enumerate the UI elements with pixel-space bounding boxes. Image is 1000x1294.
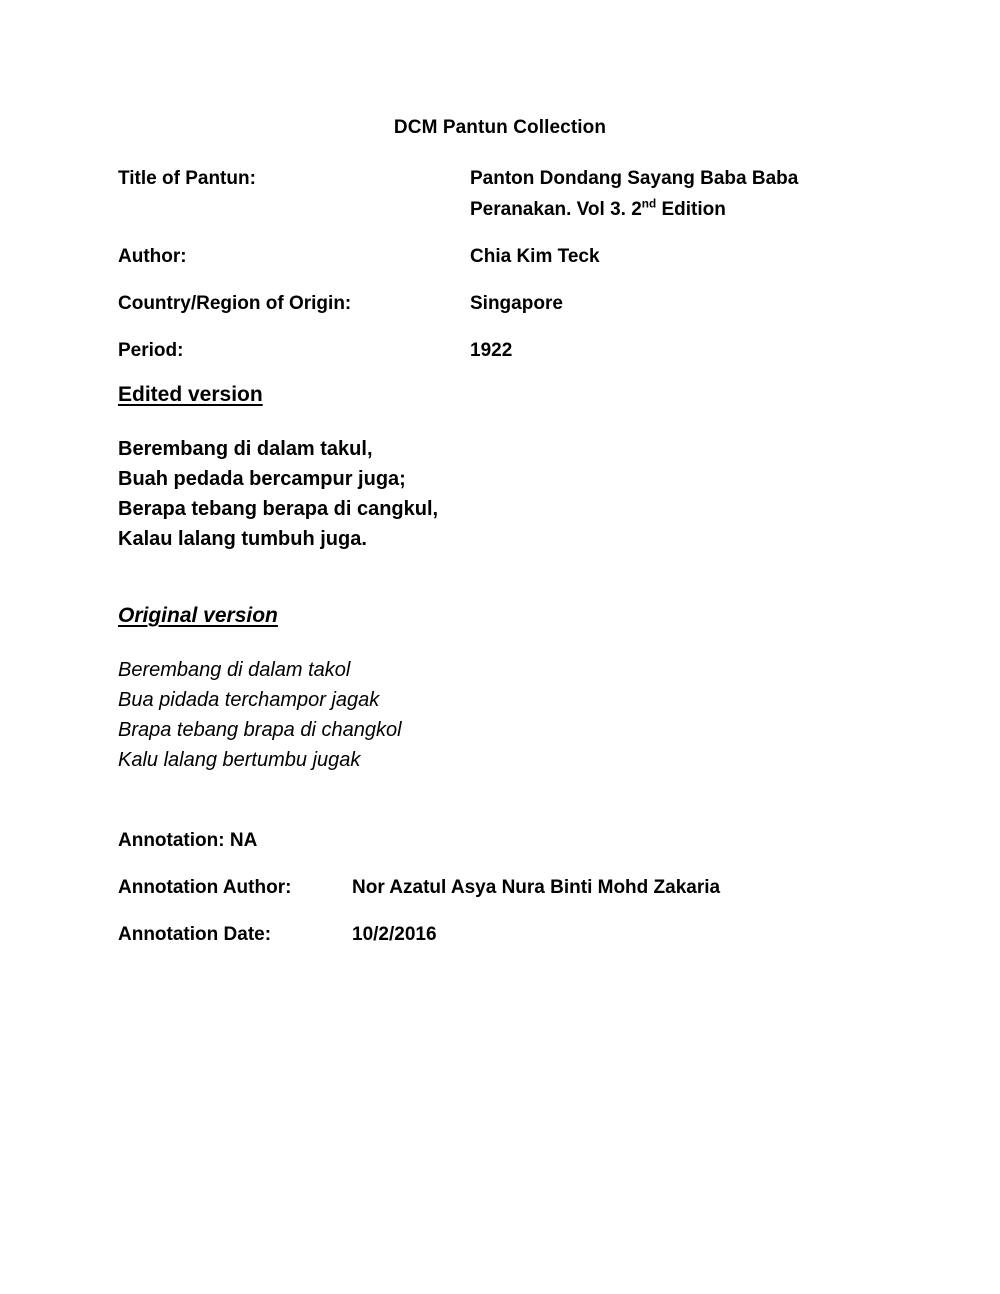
metadata-label-author: Author: bbox=[118, 246, 187, 267]
original-version-verse bbox=[118, 655, 402, 775]
metadata-row-period bbox=[118, 335, 938, 366]
annotation-block bbox=[118, 825, 938, 950]
section-heading-original-version: Original version bbox=[118, 604, 278, 627]
verse-line: Buah pedada bercampur juga; bbox=[118, 468, 406, 490]
metadata-label-country: Country/Region of Origin: bbox=[118, 293, 352, 314]
metadata-value-title bbox=[470, 163, 938, 225]
metadata-value-country: Singapore bbox=[470, 293, 563, 314]
metadata-row-author bbox=[118, 241, 938, 272]
annotation-label-author: Annotation Author: bbox=[118, 877, 292, 898]
annotation-value-author: Nor Azatul Asya Nura Binti Mohd Zakaria bbox=[352, 877, 721, 898]
metadata-value-author: Chia Kim Teck bbox=[470, 246, 600, 267]
annotation-row-date bbox=[118, 919, 938, 950]
verse-line: Berapa tebang berapa di cangkul, bbox=[118, 498, 439, 520]
metadata-block bbox=[118, 163, 938, 366]
edited-version-verse bbox=[118, 434, 438, 554]
annotation-value-date: 10/2/2016 bbox=[352, 924, 437, 945]
metadata-row-country bbox=[118, 288, 938, 319]
title-line-2 bbox=[470, 194, 938, 225]
ordinal-suffix: nd bbox=[641, 197, 657, 211]
verse-line: Brapa tebang brapa di changkol bbox=[118, 719, 402, 741]
verse-line: Berembang di dalam takul, bbox=[118, 438, 373, 460]
annotation-note: Annotation: NA bbox=[118, 830, 258, 851]
annotation-row-author bbox=[118, 872, 938, 903]
metadata-label-period: Period: bbox=[118, 340, 184, 361]
verse-line: Kalu lalang bertumbu jugak bbox=[118, 749, 361, 771]
verse-line: Kalau lalang tumbuh juga. bbox=[118, 528, 367, 550]
metadata-value-period: 1922 bbox=[470, 340, 513, 361]
title-line-2-before: Peranakan. Vol 3. 2 bbox=[470, 199, 642, 220]
verse-line: Berembang di dalam takol bbox=[118, 659, 351, 681]
title-line-1: Panton Dondang Sayang Baba Baba bbox=[470, 168, 799, 189]
metadata-row-title bbox=[118, 163, 938, 225]
verse-line: Bua pidada terchampor jagak bbox=[118, 689, 380, 711]
metadata-label-title: Title of Pantun: bbox=[118, 168, 256, 189]
annotation-label-date: Annotation Date: bbox=[118, 924, 272, 945]
annotation-row-note bbox=[118, 825, 938, 856]
page-title: DCM Pantun Collection bbox=[393, 117, 607, 138]
section-heading-edited-version: Edited version bbox=[118, 383, 263, 406]
title-line-2-after: Edition bbox=[656, 199, 726, 220]
